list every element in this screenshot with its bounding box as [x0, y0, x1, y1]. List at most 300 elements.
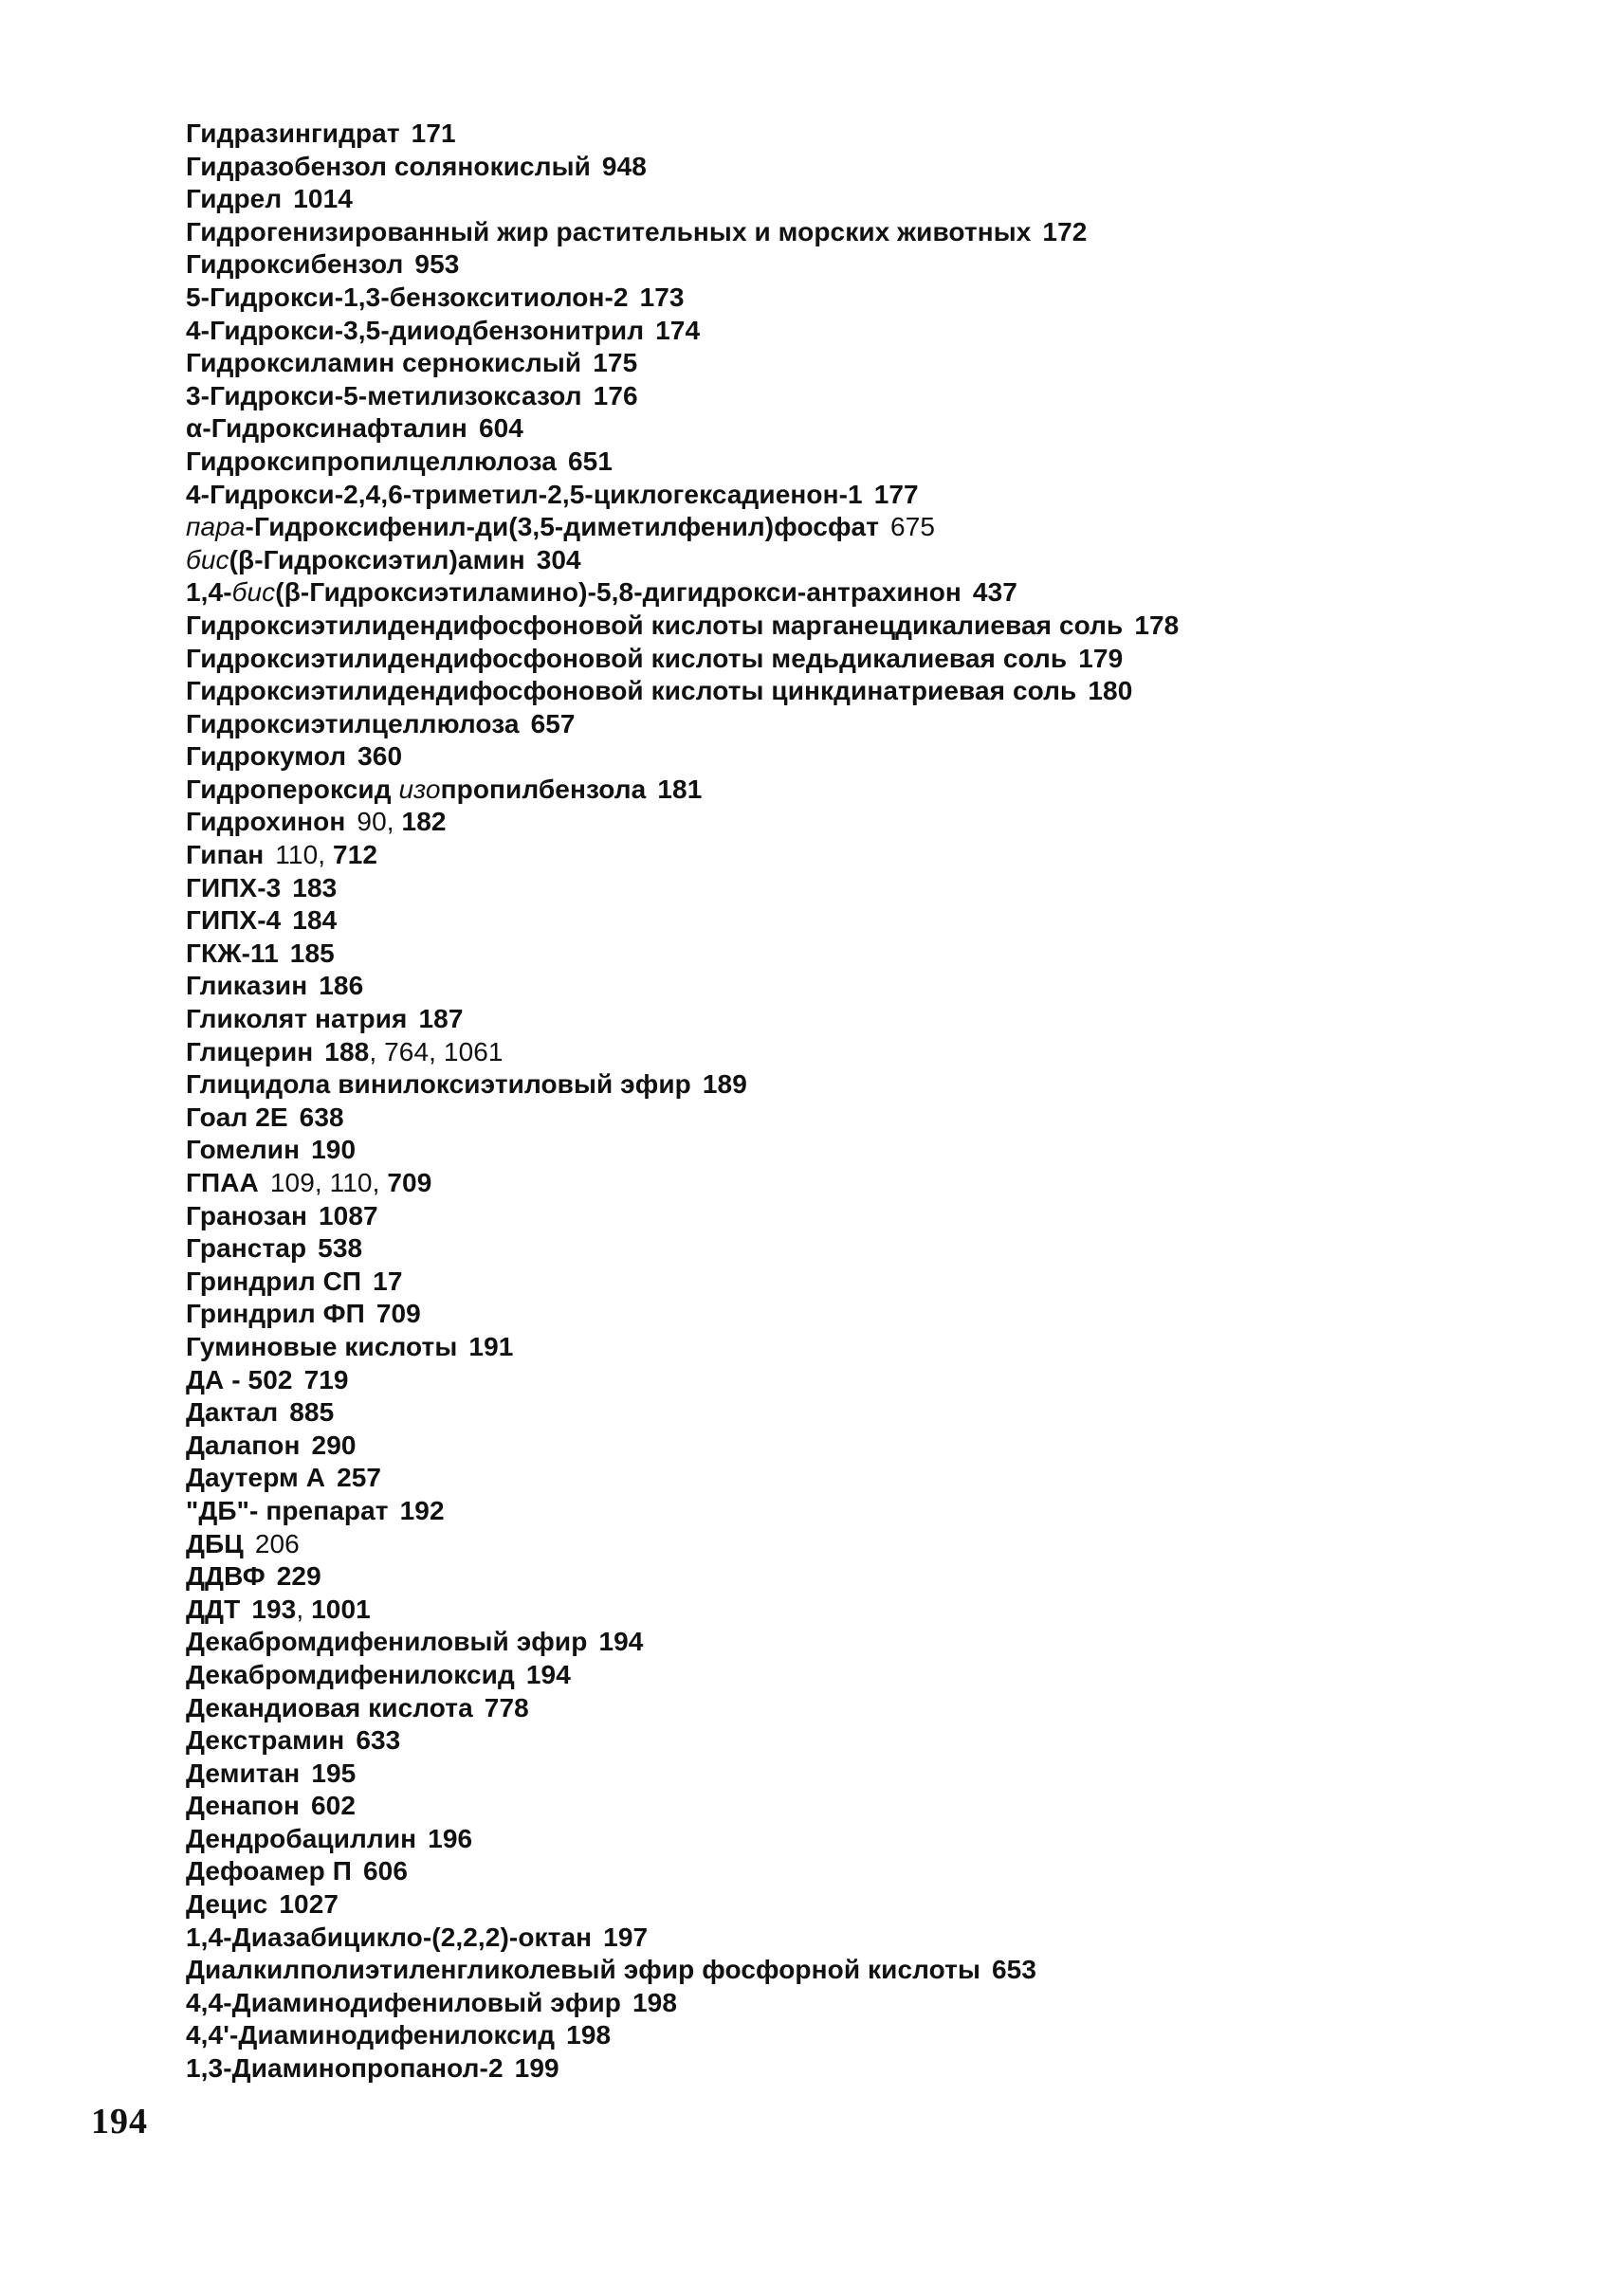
index-term: [186, 577, 962, 607]
term-text: Гидрогенизированный жир растительных и морских животных: [186, 216, 1032, 246]
page-references: [485, 1693, 529, 1722]
page-reference: 198: [632, 1987, 678, 2017]
index-entry: [186, 1922, 1513, 1955]
term-text: 4,4'-Диаминодифенилоксид: [186, 2020, 556, 2050]
page-references: [292, 873, 337, 902]
index-term: [186, 676, 1076, 705]
page-reference: 181: [657, 774, 703, 804]
page-reference: 176: [593, 380, 638, 410]
page-reference: 657: [530, 708, 576, 738]
page-references: [468, 1332, 513, 1361]
page-reference: 653: [992, 1955, 1037, 1985]
index-term: [186, 873, 281, 902]
page-reference: 90: [357, 807, 387, 837]
page-reference: 193: [251, 1594, 297, 1624]
index-entry: [186, 118, 1513, 151]
term-text: -Гидроксифенил-ди(3,5-диметилфенил)фосфат: [245, 512, 880, 542]
page-references: [655, 316, 700, 345]
index-entry: [186, 740, 1513, 774]
index-entry: [186, 1036, 1513, 1069]
index-term: [186, 1693, 473, 1722]
index-entry: [186, 1724, 1513, 1758]
page-reference: 1027: [279, 1889, 339, 1920]
index-entry: [186, 1987, 1513, 2020]
index-entry: [186, 1823, 1513, 1856]
page-reference: 197: [603, 1922, 649, 1952]
page-references: [632, 1988, 677, 2017]
index-entry: [186, 1528, 1513, 1561]
index-term: [186, 1988, 621, 2017]
index-term: [186, 774, 646, 804]
term-text: Гидроксиэтилцеллюлоза: [186, 708, 520, 738]
index-term: [186, 1889, 267, 1919]
page-references: [973, 577, 1017, 607]
page-references: [537, 545, 581, 574]
page-references: [602, 152, 647, 181]
reference-separator: ,: [314, 1168, 330, 1197]
page-reference: 953: [414, 249, 460, 280]
page-references: [890, 512, 935, 541]
page-references: [289, 1397, 334, 1427]
term-text: Гидрел: [186, 184, 283, 214]
page-references: [318, 1233, 362, 1263]
page-references: [300, 1102, 344, 1132]
term-text: ГПАА: [186, 1168, 259, 1197]
page-reference: 196: [428, 1823, 473, 1853]
term-text: Гидроксибензол: [186, 249, 404, 280]
index-term: [186, 1365, 293, 1394]
term-text: Гидроксиэтилидендифосфоновой кислоты медьдикалиевая соль: [186, 643, 1068, 673]
index-entry: [186, 1003, 1513, 1036]
index-entry: [186, 1659, 1513, 1692]
page-reference: 606: [362, 1856, 408, 1886]
term-text: Гидразингидрат: [186, 118, 400, 148]
index-entry: [186, 479, 1513, 512]
page-references: [874, 480, 919, 509]
term-text: ГИПХ-3: [186, 872, 282, 902]
page-reference: 709: [376, 1299, 421, 1329]
index-entry: [186, 1266, 1513, 1299]
page-reference: 602: [310, 1791, 357, 1821]
term-text: (β-Гидроксиэтил)амин: [229, 544, 525, 574]
term-text: 1,3-Диаминопропанол-2: [186, 2053, 504, 2084]
page-references: [311, 1135, 356, 1164]
term-text: ГИПХ-4: [186, 905, 282, 936]
page-reference: 1014: [293, 184, 353, 214]
term-text: "ДБ"- препарат: [186, 1495, 389, 1525]
page-reference: 604: [478, 413, 523, 444]
index-term: [186, 348, 581, 377]
page-reference: 109: [269, 1168, 315, 1197]
page-reference: 110: [329, 1168, 373, 1197]
page-references: [251, 1594, 371, 1624]
page-reference: 437: [972, 577, 1017, 608]
index-term: [186, 2053, 504, 2083]
index-entry: [186, 938, 1513, 971]
index-entry: [186, 1560, 1513, 1594]
page-reference: 178: [1134, 610, 1180, 640]
reference-separator: ,: [296, 1594, 312, 1624]
index-term: [186, 1824, 416, 1853]
page-reference: 191: [468, 1331, 514, 1361]
index-entry: [186, 1495, 1513, 1528]
index-term: [186, 118, 400, 148]
term-italic-prefix: пара: [186, 512, 246, 542]
reference-separator: ,: [372, 1168, 388, 1197]
page-reference: 651: [567, 446, 614, 476]
term-text: 4-Гидрокси-3,5-дииодбензонитрил: [186, 315, 645, 345]
page-number: 194: [91, 2102, 148, 2141]
page-reference: 1001: [311, 1594, 371, 1624]
term-text: Даутерм А: [186, 1463, 326, 1493]
term-text: (β-Гидроксиэтиламино)-5,8-дигидрокси-антрахинон: [275, 577, 962, 608]
page-references: [1078, 644, 1123, 673]
index-entry: [186, 610, 1513, 643]
term-text: Гипан: [186, 840, 265, 870]
page-references: [428, 1824, 472, 1853]
page-reference: 638: [299, 1102, 344, 1132]
page-references: [1134, 610, 1179, 640]
page-references: [357, 807, 446, 836]
index-entry: [186, 643, 1513, 676]
term-text: Декабромдифенилоксид: [186, 1659, 515, 1689]
term-text: Гомелин: [186, 1135, 301, 1165]
term-italic-prefix: бис: [231, 577, 276, 608]
index-entry: [186, 1396, 1513, 1430]
term-text: Гуминовые кислоты: [186, 1331, 458, 1361]
index-term: [186, 1397, 278, 1427]
page-references: [311, 1791, 356, 1820]
index-term: [186, 1135, 300, 1164]
term-text: Далапон: [186, 1430, 301, 1460]
index-term: [186, 1037, 313, 1066]
index-entry: [186, 1068, 1513, 1102]
page-references: [594, 381, 638, 410]
term-text: Гидроксипропилцеллюлоза: [186, 446, 557, 476]
page-references: [270, 1168, 432, 1197]
page-reference: 177: [873, 479, 919, 509]
term-text: Гидропероксид: [186, 774, 399, 804]
term-text: Демитан: [186, 1758, 301, 1788]
term-text: Гидроксиэтилидендифосфоновой кислоты марганецдикалиевая соль: [186, 610, 1124, 640]
page-reference: 17: [373, 1266, 403, 1296]
page-reference: 304: [536, 544, 581, 574]
index-term: [186, 1955, 980, 1984]
page-references: [324, 1037, 503, 1066]
index-entry: [186, 774, 1513, 807]
index-term: [186, 610, 1123, 640]
page-references: [312, 1430, 357, 1460]
page-reference: 199: [514, 2053, 559, 2084]
term-text: Гранстар: [186, 1233, 307, 1264]
page-reference: 229: [276, 1561, 321, 1592]
reference-separator: ,: [369, 1036, 385, 1066]
page-references: [400, 1496, 445, 1525]
page-reference: 194: [525, 1659, 571, 1689]
page-references: [531, 709, 576, 738]
page-references: [412, 118, 456, 148]
index-term: [186, 1529, 244, 1558]
index-term: [186, 1594, 240, 1624]
index-term: [186, 807, 345, 836]
index-entry: [186, 1167, 1513, 1200]
term-text: 5-Гидрокси-1,3-бензокситиолон-2: [186, 282, 629, 312]
index-term: [186, 249, 403, 279]
page-reference: 194: [598, 1627, 644, 1657]
index-entry: [186, 1364, 1513, 1397]
index-entry: [186, 1232, 1513, 1266]
index-term: [186, 1856, 352, 1886]
index-term: [186, 709, 520, 738]
page-reference: 1061: [443, 1036, 504, 1066]
term-text: Диалкилполиэтиленгликолевый эфир фосфорной кислоты: [186, 1955, 980, 1985]
page-reference: 174: [655, 315, 701, 345]
term-text: Гликазин: [186, 971, 308, 1001]
index-term: [186, 184, 282, 213]
page-references: [357, 741, 402, 771]
index-term: [186, 480, 863, 509]
index-entry: [186, 1298, 1513, 1331]
page-references: [293, 184, 353, 213]
index-entry: [186, 544, 1513, 577]
page-references: [373, 1266, 402, 1296]
index-entry: [186, 511, 1513, 544]
page-references: [568, 446, 613, 476]
index-term: [186, 1102, 288, 1132]
index-term: [186, 741, 346, 771]
page-references: [479, 413, 523, 443]
index-entry: [186, 1954, 1513, 1987]
index-term: [186, 282, 629, 312]
page-reference: 198: [566, 2020, 612, 2050]
term-italic-prefix: бис: [186, 544, 229, 574]
index-entry: [186, 839, 1513, 872]
index-entry: [186, 2052, 1513, 2086]
term-text: Гриндрил ФП: [186, 1299, 365, 1329]
index-entry: [186, 904, 1513, 938]
page-references: [515, 2053, 559, 2083]
page-references: [277, 1561, 321, 1591]
index-term: [186, 413, 467, 443]
page-references: [603, 1922, 648, 1952]
reference-separator: ,: [386, 807, 402, 837]
index-term: [186, 545, 525, 574]
index-entry: [186, 248, 1513, 282]
page-references: [255, 1529, 300, 1558]
index-entry: [186, 380, 1513, 413]
term-text: Дендробациллин: [186, 1823, 417, 1853]
index-entry: [186, 675, 1513, 708]
page-reference: 764: [384, 1036, 430, 1066]
index-term: [186, 316, 644, 345]
index-term: [186, 644, 1067, 673]
page-references: [292, 905, 337, 935]
index-entry: [186, 1430, 1513, 1463]
page-references: [363, 1856, 408, 1886]
index-term: [186, 1332, 457, 1361]
index-entry: [186, 1102, 1513, 1135]
index-entry: [186, 282, 1513, 315]
term-text: Глицерин: [186, 1036, 314, 1066]
page-reference: 1087: [318, 1200, 378, 1230]
term-prefix: 1,4-: [186, 577, 232, 608]
page-reference: 885: [289, 1397, 335, 1428]
index-term: [186, 1266, 361, 1296]
page-references: [376, 1299, 421, 1328]
index-entry: [186, 806, 1513, 839]
page-reference: 192: [399, 1495, 445, 1525]
index-entry: [186, 446, 1513, 479]
index-term: [186, 1004, 408, 1033]
term-text: Гидразобензол солянокислый: [186, 151, 591, 181]
index-entry: [186, 1626, 1513, 1659]
index-term: [186, 1496, 389, 1525]
index-entry: [186, 183, 1513, 216]
index-term: [186, 381, 582, 410]
index-entry: [186, 576, 1513, 610]
page-reference: 186: [319, 971, 364, 1001]
term-text: Глицидола винилоксиэтиловый эфир: [186, 1069, 691, 1100]
page-reference: 179: [1078, 643, 1124, 673]
term-text: Гоал 2Е: [186, 1102, 288, 1132]
index-term: [186, 152, 591, 181]
page-reference: 190: [311, 1135, 357, 1165]
index-term: [186, 217, 1031, 246]
page-reference: 110: [275, 840, 319, 870]
page-references: [703, 1069, 747, 1099]
index-term: [186, 446, 557, 476]
page-references: [566, 2020, 611, 2050]
index-term: [186, 971, 307, 1000]
page-references: [279, 1889, 339, 1919]
term-text: 3-Гидрокси-5-метилизоксазол: [186, 380, 582, 410]
page-reference: 187: [418, 1004, 464, 1034]
page-reference: 182: [401, 807, 447, 837]
index-entry: [186, 1200, 1513, 1233]
page-references: [598, 1627, 643, 1656]
index-entry: [186, 1758, 1513, 1791]
term-text: Декандиовая кислота: [186, 1692, 473, 1722]
page-references: [290, 938, 335, 968]
page-references: [319, 971, 363, 1000]
index-entry: [186, 970, 1513, 1003]
page-references: [657, 774, 702, 804]
page-reference: 172: [1042, 216, 1088, 246]
index-term: [186, 1627, 587, 1656]
index-entry: [186, 872, 1513, 905]
term-text: ДДТ: [186, 1594, 241, 1624]
index-entry: [186, 1790, 1513, 1823]
index-entry: [186, 708, 1513, 741]
page-references: [419, 1004, 464, 1033]
index-term: [186, 1660, 515, 1689]
page-reference: 175: [593, 348, 638, 378]
term-text: Децис: [186, 1889, 268, 1920]
reference-separator: ,: [429, 1036, 444, 1066]
index-entry: [186, 1462, 1513, 1495]
term-text: Гриндрил СП: [186, 1266, 362, 1296]
term-text: Гидрохинон: [186, 807, 346, 837]
index-term: [186, 1201, 307, 1230]
term-text: Декабромдифениловый эфир: [186, 1627, 588, 1657]
index-term: [186, 1725, 344, 1755]
page-references: [593, 348, 637, 377]
page-reference: 719: [303, 1364, 349, 1394]
page-reference: 188: [324, 1036, 370, 1066]
term-text: α-Гидроксинафталин: [186, 413, 467, 444]
term-text: ДДВФ: [186, 1561, 266, 1592]
page-reference: 257: [337, 1463, 382, 1493]
page-references: [337, 1463, 381, 1492]
index-term: [186, 1758, 300, 1788]
index-entry: [186, 1331, 1513, 1364]
reference-separator: ,: [318, 840, 334, 870]
term-text: Гранозан: [186, 1200, 307, 1230]
term-text: Дефоамер П: [186, 1856, 352, 1886]
index-entry: [186, 1134, 1513, 1167]
page-reference: 538: [318, 1233, 363, 1264]
term-text: Гидрокумол: [186, 741, 347, 772]
term-text: ДБЦ: [186, 1528, 244, 1558]
page-reference: 183: [292, 872, 338, 902]
index-term: [186, 840, 264, 869]
page-reference: 778: [484, 1692, 529, 1722]
term-italic-infix: изо: [398, 774, 441, 804]
term-text: 1,4-Диазабицикло-(2,2,2)-октан: [186, 1922, 593, 1952]
page-reference: 189: [702, 1069, 747, 1100]
index-entry: [186, 1594, 1513, 1627]
index-entry: [186, 216, 1513, 249]
page-reference: 360: [357, 741, 403, 772]
page-references: [356, 1725, 400, 1755]
page-reference: 290: [311, 1430, 357, 1460]
term-suffix: пропилбензола: [440, 774, 647, 804]
index-list: [186, 118, 1513, 2086]
page-reference: 180: [1088, 676, 1133, 706]
page-reference: 633: [356, 1725, 401, 1756]
page-reference: 948: [601, 151, 647, 181]
page-reference: 675: [890, 512, 936, 542]
index-term: [186, 1299, 365, 1328]
index-term: [186, 1069, 691, 1099]
term-text: ДА - 502: [186, 1364, 293, 1394]
page-references: [1088, 676, 1132, 705]
index-entry: [186, 347, 1513, 380]
page-reference: 173: [639, 282, 685, 312]
page-references: [526, 1660, 571, 1689]
page-reference: 712: [333, 840, 378, 870]
index-term: [186, 1233, 306, 1263]
page-reference: 195: [311, 1758, 357, 1788]
page-references: [1042, 217, 1087, 246]
index-term: [186, 1463, 325, 1492]
page-references: [992, 1955, 1036, 1984]
index-term: [186, 1168, 259, 1197]
term-text: Денапон: [186, 1791, 300, 1821]
index-term: [186, 2020, 555, 2050]
index-entry: [186, 1692, 1513, 1725]
index-entry: [186, 1888, 1513, 1922]
index-entry: [186, 151, 1513, 184]
term-text: Дактал: [186, 1397, 279, 1428]
index-entry: [186, 315, 1513, 348]
term-text: ГКЖ-11: [186, 938, 279, 968]
term-text: Гидроксиэтилидендифосфоновой кислоты цинкдинатриевая соль: [186, 676, 1077, 706]
index-entry: [186, 412, 1513, 446]
index-entry: [186, 2019, 1513, 2052]
page-references: [640, 282, 685, 312]
page-reference: 171: [411, 118, 456, 148]
